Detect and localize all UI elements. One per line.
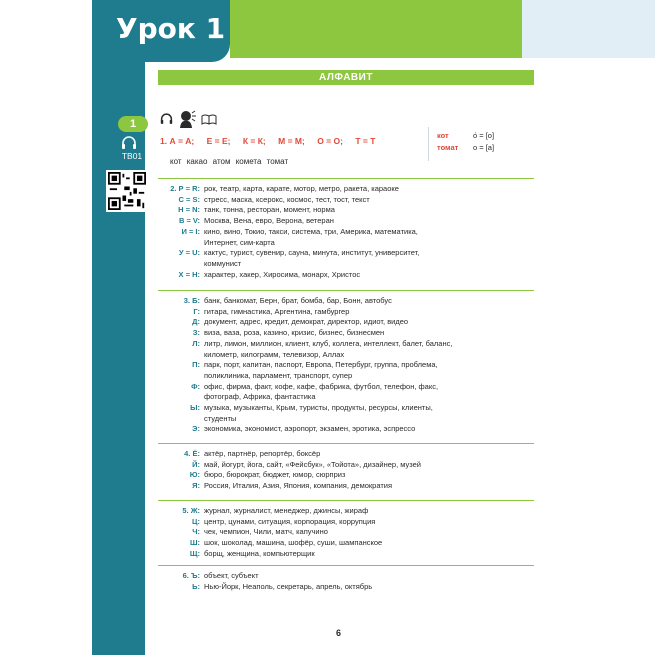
word-line: [160, 506, 368, 517]
word-line: [160, 517, 375, 528]
alphabet-pair: 1. А = А;: [160, 136, 195, 146]
letter-label: Ь:: [192, 581, 200, 591]
letter-label: Ю:: [189, 470, 200, 480]
word-list: кактус, турист, сувенир, сауна, минута, институт, университет,: [204, 248, 420, 258]
word-list: коммунист: [204, 258, 242, 268]
word-line: [160, 238, 275, 249]
example-words: кот какао атом комета томат: [170, 157, 289, 166]
word-list: документ, адрес, кредит, демократ, директор, идиот, видео: [204, 317, 409, 327]
letter-label: С = S:: [178, 194, 200, 204]
word-list: поликлиника, парламент, транспорт, супер: [204, 370, 353, 380]
word-line: [160, 460, 421, 471]
letter-label: Ш:: [189, 538, 200, 548]
word-line: [160, 216, 334, 227]
word-list: Нью-Йорк, Неаполь, секретарь, апрель, октябрь: [204, 581, 373, 591]
word-line: [160, 470, 345, 481]
word-list: рок, театр, карта, карате, мотор, метро, ракета, караоке: [204, 184, 399, 193]
letter-label: Д:: [192, 317, 200, 327]
word-list: литр, лимон, миллион, клиент, клуб, коллега, интеллект, балет, баланс,: [204, 338, 453, 348]
word-list: борщ, женщина, компьютерщик: [204, 548, 315, 558]
word-list: характер, хакер, Хиросима, монарх, Христос: [204, 269, 361, 279]
word-list: центр, цунами, ситуация, корпорация, коррупция: [204, 516, 376, 526]
letter-label: Ц:: [192, 516, 200, 526]
letter-label: Г:: [193, 306, 200, 316]
word-list: студенты: [204, 413, 237, 423]
word-list: чек, чемпион, Чили, матч, капучино: [204, 527, 328, 537]
page-number: 6: [336, 628, 342, 638]
word-list: виза, ваза, роза, казино, кризис, бизнес, бизнесмен: [204, 328, 385, 338]
word-list: километр, килограмм, телевизор, Аллах: [204, 349, 345, 359]
letter-label: 2. Р = R:: [170, 184, 200, 193]
vowel-rule: о́ = [о]: [473, 131, 495, 140]
letter-group: [158, 500, 534, 563]
word-list: бюро, бюрократ, бюджет, юмор, сюрприз: [204, 470, 346, 480]
alphabet-pair: М = М;: [278, 136, 305, 146]
word-line: [160, 270, 360, 281]
word-list: май, йогурт, йога, сайт, «Фейсбук», «Тойота», дизайнер, музей: [204, 459, 421, 469]
letter-group: [158, 565, 534, 595]
letter-label: У = U:: [178, 248, 200, 258]
word-line: [160, 371, 352, 382]
word-line: [160, 205, 335, 216]
word-line: [160, 248, 419, 259]
word-line: [160, 403, 433, 414]
word-line: [160, 184, 399, 195]
word-list: офис, фирма, факт, кофе, кафе, фабрика, футбол, телефон, факс,: [204, 381, 439, 391]
word-line: [160, 227, 418, 238]
word-line: [160, 392, 316, 403]
headphones-icon: [160, 112, 173, 126]
letter-group: [158, 178, 534, 283]
letter-label: 4. Ё:: [184, 449, 200, 458]
word-list: банк, банкомат, Берн, брат, бомба, бар, Бонн, автобус: [204, 296, 392, 305]
word-line: [160, 481, 392, 492]
lesson-title: Урок 1: [116, 12, 226, 45]
letter-label: Й:: [192, 459, 200, 469]
word-line: [160, 317, 408, 328]
alphabet-pair: О = О;: [317, 136, 343, 146]
word-line: [160, 449, 320, 460]
vowel-rule: о = [а]: [473, 143, 495, 152]
word-line: [160, 296, 392, 307]
letter-label: Щ:: [189, 548, 200, 558]
word-list: журнал, журналист, менеджер, джинсы, жираф: [204, 506, 369, 515]
speak-icon: [178, 110, 196, 128]
alphabet-pair: Т = Т: [355, 136, 376, 146]
alphabet-pair: К = К;: [242, 136, 266, 146]
word-list: танк, тонна, ресторан, момент, норма: [204, 205, 335, 215]
word-line: [160, 259, 241, 270]
alphabet-row: [160, 136, 385, 146]
book-icon: [201, 114, 217, 125]
headphones-icon: [121, 136, 137, 150]
word-list: актёр, партнёр, репортёр, боксёр: [204, 449, 321, 458]
vowel-reduction-box: [428, 127, 533, 161]
word-line: [160, 527, 328, 538]
letter-label: В = V:: [178, 216, 200, 226]
letter-label: Х = H:: [178, 269, 200, 279]
word-line: [160, 350, 344, 361]
word-list: кино, вино, Токио, такси, система, три, Америка, математика,: [204, 226, 418, 236]
header-green-band: [230, 0, 522, 58]
instruction-icons: [160, 110, 217, 128]
letter-label: Ф:: [191, 381, 200, 391]
word-line: [160, 307, 349, 318]
letter-label: П:: [192, 360, 200, 370]
word-line: [160, 414, 236, 425]
letter-label: 6. Ъ:: [182, 571, 200, 580]
vowel-example-word: томат: [437, 143, 459, 152]
word-list: фотограф, Африка, фантастика: [204, 392, 316, 402]
letter-label: Н = N:: [178, 205, 200, 215]
word-line: [160, 549, 315, 560]
letter-group: [158, 443, 534, 495]
word-line: [160, 328, 384, 339]
word-list: музыка, музыканты, Крым, туристы, продукты, ресурсы, клиенты,: [204, 403, 433, 412]
letter-label: 5. Ж:: [182, 506, 200, 515]
exercise-number-badge: 1: [118, 116, 148, 132]
word-list: стресс, маска, ксерокс, космос, тест, тост, текст: [204, 194, 370, 204]
letter-label: 3. Б:: [183, 296, 200, 305]
word-list: гитара, гимнастика, Аргентина, гамбургер: [204, 306, 350, 316]
word-line: [160, 424, 415, 435]
word-line: [160, 382, 438, 393]
word-list: объект, субъект: [204, 571, 259, 580]
letter-group: [158, 290, 534, 438]
alphabet-pair: Е = Е;: [206, 136, 231, 146]
word-list: Россия, Италия, Азия, Япония, компания, демократия: [204, 481, 393, 491]
word-line: [160, 582, 372, 593]
section-title-bar: АЛФАВИТ: [158, 70, 534, 85]
word-list: шок, шоколад, машина, шофёр, суши, шампанское: [204, 538, 383, 548]
word-line: [160, 571, 259, 582]
letter-label: Я:: [192, 481, 200, 491]
header-light-band: [522, 0, 655, 58]
letter-label: Ы:: [190, 403, 200, 412]
letter-label: И = I:: [181, 226, 200, 236]
word-list: парк, порт, капитан, паспорт, Европа, Петербург, группа, проблема,: [204, 360, 438, 370]
word-line: [160, 339, 452, 350]
letter-label: Э:: [192, 424, 200, 434]
word-list: экономика, экономист, аэропорт, экзамен, эротика, эспрессо: [204, 424, 416, 434]
word-list: Москва, Вена, евро, Верона, ветеран: [204, 216, 334, 226]
letter-label: З:: [192, 328, 200, 338]
qr-code-icon[interactable]: [106, 170, 148, 212]
vowel-example-word: кот: [437, 131, 449, 140]
word-list: Интернет, сим-карта: [204, 237, 275, 247]
letter-label: Ч:: [192, 527, 200, 537]
audio-track-label: TB01: [121, 151, 143, 161]
word-line: [160, 195, 370, 206]
word-line: [160, 360, 438, 371]
letter-label: Л:: [192, 338, 200, 348]
word-line: [160, 538, 382, 549]
